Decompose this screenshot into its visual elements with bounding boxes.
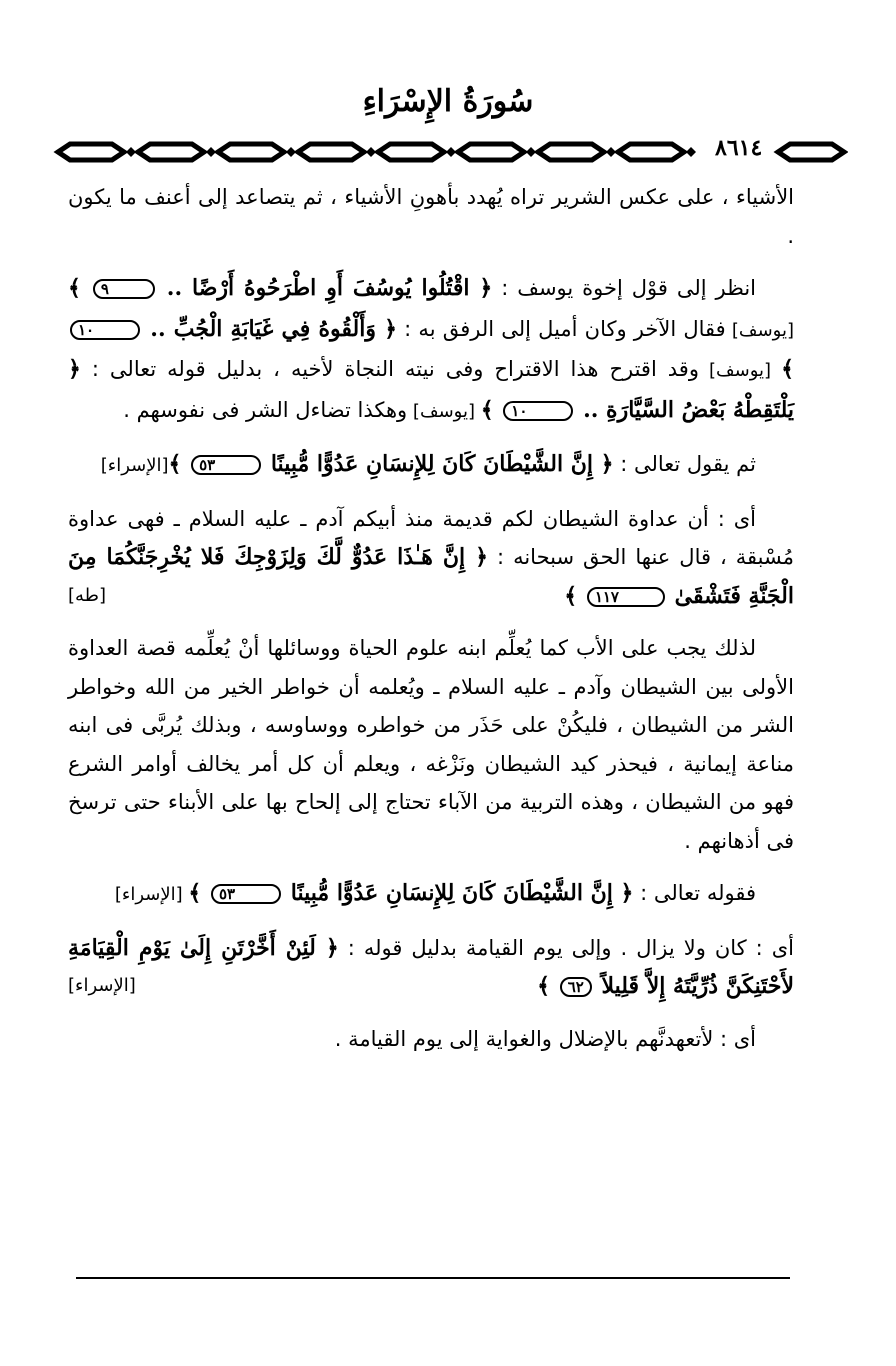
verse-close-bracket: ﴾ — [781, 356, 794, 382]
text-segment: فقوله تعالى : — [633, 881, 756, 905]
text-segment: فقال الآخر وكان أميل إلى الرفق به : — [397, 316, 726, 341]
verse-close-bracket: ﴾ — [168, 451, 190, 477]
verse-text: ﴿ وَأَلْقُوهُ فِي غَيَابَةِ الْجُبِّ .. — [142, 315, 397, 342]
quran-verse — [188, 880, 633, 906]
text-segment: انظر إلى قوْل إخوة يوسف : — [492, 276, 756, 300]
surah-reference: [يوسف] — [725, 319, 794, 341]
paragraph-6 — [68, 874, 794, 915]
page-number: ٨٦١٤ — [712, 135, 765, 161]
verse-close-bracket: ﴾ — [537, 973, 558, 999]
verse-text: ﴿ لَئِنْ أَخَّرْتَنِ إِلَىٰ يَوْمِ الْقِيَامَةِ لأَحْتَنِكَنَّ ذُرِّيَّتَهُ إِلاَّ قَلِيلاً — [68, 934, 794, 999]
text-segment: وهكذا تضاءل الشر فى نفوسهم . — [123, 397, 408, 422]
text-segment: وقد اقترح هذا الاقتراح وفى نيته النجاة لأخيه ، بدليل قوله تعالى : — [80, 357, 699, 381]
verse-text: ﴿ إِنَّ الشَّيْطَانَ كَانَ لِلإِنسَانِ عَدُوًّا مُّبِينًا — [263, 451, 614, 477]
verse-text: ﴿ إِنَّ هَـٰذَا عَدُوٌّ لَّكَ وَلِزَوْجِكَ فَلا يُخْرِجَنَّكُمَا مِنَ الْجَنَّةِ فَتَشْقَىٰ — [68, 544, 794, 609]
surah-reference: [يوسف] — [698, 360, 782, 381]
verse-close-bracket: ﴾ — [564, 582, 585, 609]
surah-reference: [الإسراء] — [114, 884, 189, 905]
paragraph-5: لذلك يجب على الأب كما يُعلِّم ابنه علوم الحياة ووسائلها أنْ يُعلِّمه قصة العداوة الأولى بين الشيطان وآدم ـ عليه السلام ـ ويُعلمه أن خواطر الخير من الله وخواطر الشر من الشيطان ، فليكُنْ على حَذَر من خواطره ووساوسه ، وبذلك يُربَّى فى ابنه مناعة إيمانية ، فيحذر كيد الشيطان ونَزْغه ، ويعلم أن كل أمر يخالف أوامر الشرع فهو من الشيطان ، وهذه التربية من الآباء تحتاج إلى إلحاح بها على الأبناء حتى ترسخ فى أذهانهم . — [68, 636, 794, 853]
surah-reference: [طه] — [68, 584, 107, 606]
quran-verse — [68, 275, 492, 301]
text-segment: ثم يقول تعالى : — [613, 452, 756, 476]
paragraph-1: الأشياء ، على عكس الشرير تراه يُهدد بأهونِ الأشياء ، ثم يتصاعد إلى أعنف ما يكون . — [68, 185, 794, 248]
verse-text: ﴿ اقْتُلُوا يُوسُفَ أَوِ اطْرَحُوهُ أَرْضًا .. — [156, 275, 493, 301]
verse-close-bracket: ﴾ — [188, 880, 209, 906]
footer-rule — [76, 1277, 790, 1279]
paragraph-2 — [68, 269, 794, 431]
ayah-number: ١٠ — [503, 401, 573, 421]
quran-verse — [169, 451, 614, 477]
paragraph-8: أى : لأتعهدنَّهم بالإضلال والغواية إلى يوم القيامة . — [334, 1026, 756, 1051]
verse-text: ﴿ يَلْتَقِطْهُ بَعْضُ السَّيَّارَةِ .. — [68, 356, 794, 423]
ayah-number: ١١٧ — [587, 587, 665, 607]
text-segment: أى : كان ولا يزال . وإلى يوم القيامة بدليل قوله : — [338, 935, 795, 960]
surah-reference: [الإسراء] — [68, 975, 136, 996]
text-segment: أى : أن عداوة الشيطان لكم قديمة منذ أبيكم آدم ـ عليه السلام ـ فهى عداوة مُسْبقة ، قال عنها الحق سبحانه : — [68, 506, 794, 569]
paragraph-4 — [68, 500, 794, 616]
verse-close-bracket: ﴾ — [68, 275, 91, 301]
verse-close-bracket: ﴾ — [480, 396, 502, 423]
surah-reference: [يوسف] — [407, 400, 481, 422]
ayah-number: ٦٢ — [560, 977, 592, 997]
paragraph-7 — [68, 929, 794, 1006]
surah-reference: [الإسراء] — [100, 455, 169, 476]
ayah-number: ١٠ — [70, 320, 140, 340]
paragraph-3 — [68, 445, 794, 486]
ayah-number: ٥٣ — [211, 884, 281, 904]
ayah-number: ٩ — [93, 279, 155, 299]
ayah-number: ٥٣ — [191, 455, 261, 475]
main-text — [68, 178, 794, 1072]
surah-title: سُورَةُ الإِسْرَاءِ — [362, 84, 534, 119]
verse-text: ﴿ إِنَّ الشَّيْطَانَ كَانَ لِلإِنسَانِ عَدُوًّا مُّبِينًا — [283, 880, 634, 906]
